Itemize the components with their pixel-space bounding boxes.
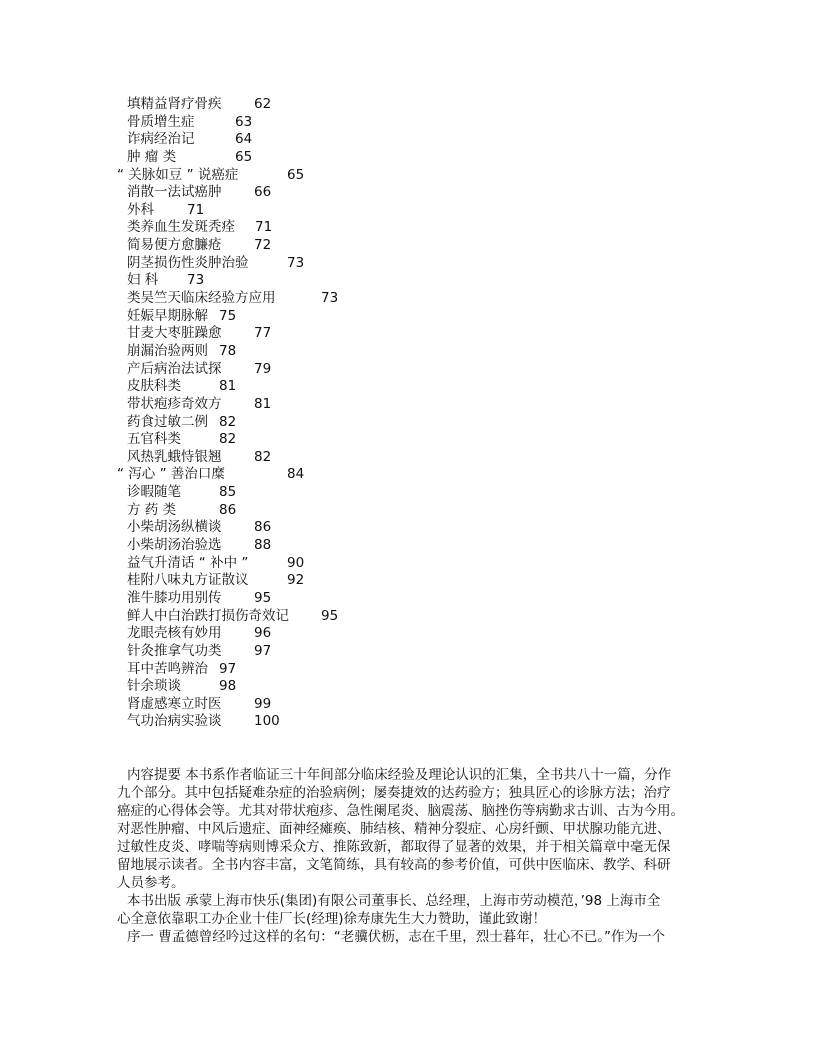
toc-entry bbox=[0, 484, 816, 502]
toc-entry-title: 鲜人中白治跌打损伤奇效记 bbox=[127, 607, 289, 624]
toc-entry-page: 73 bbox=[187, 272, 205, 289]
toc-entry-title: 小柴胡汤纵横谈 bbox=[127, 519, 222, 536]
toc-entry-page: 95 bbox=[254, 589, 272, 606]
paragraph bbox=[117, 766, 707, 892]
toc-entry-title: 诈病经治记 bbox=[127, 131, 195, 148]
toc-entry-title: 肾虚感寒立时医 bbox=[127, 695, 222, 712]
toc-entry bbox=[0, 678, 816, 696]
toc-entry bbox=[0, 131, 816, 149]
toc-entry-page: 99 bbox=[254, 695, 272, 712]
toc-entry bbox=[0, 661, 816, 679]
toc-entry-page: 97 bbox=[219, 660, 237, 677]
toc-entry-title: 小柴胡汤治验选 bbox=[127, 537, 222, 554]
toc-entry bbox=[0, 149, 816, 167]
toc-entry-page: 81 bbox=[254, 395, 272, 412]
toc-entry-title: 填精益肾疗骨疾 bbox=[127, 96, 222, 112]
toc-entry-title: 药食过敏二例 bbox=[127, 413, 208, 430]
toc-entry-page: 85 bbox=[219, 484, 237, 501]
paragraph-line: 九个部分。其中包括疑难杂症的治验病例；屡奏捷效的达药验方；独具匠心的诊脉方法；治疗 bbox=[117, 785, 671, 801]
paragraph-line: 人员参考。 bbox=[117, 875, 185, 891]
toc-entry bbox=[0, 184, 816, 202]
toc-entry bbox=[0, 414, 816, 432]
toc-entry-page: 62 bbox=[254, 96, 272, 112]
toc-entry-title: 皮肤科类 bbox=[127, 378, 181, 395]
toc-entry bbox=[0, 713, 816, 731]
paragraph-line: 癌症的心得体会等。尤其对带状疱疹、急性阑尾炎、脑震荡、脑挫伤等病勤求古训、古为今用。 bbox=[117, 803, 684, 819]
toc-entry-title: 桂附八味丸方证散议 bbox=[127, 572, 249, 589]
toc-entry bbox=[0, 378, 816, 396]
toc-entry-page: 75 bbox=[219, 307, 237, 324]
toc-entry-page: 97 bbox=[254, 642, 272, 659]
toc-entry bbox=[0, 396, 816, 414]
toc-entry-page: 88 bbox=[254, 537, 272, 554]
toc-entry-title: 带状疱疹奇效方 bbox=[127, 395, 222, 412]
toc-entry bbox=[0, 643, 816, 661]
toc-entry-page: 71 bbox=[187, 201, 205, 218]
paragraph-line: 序一 曹孟德曾经吟过这样的名句：“老骥伏枥，志在千里，烈士暮年，壮心不已。”作为一个 bbox=[127, 929, 666, 945]
toc-entry-title: “ 泻心 ” 善治口糜 bbox=[117, 466, 225, 483]
toc-entry bbox=[0, 466, 816, 484]
toc-entry-page: 72 bbox=[254, 237, 272, 254]
toc-entry bbox=[0, 431, 816, 449]
toc-entry-page: 84 bbox=[287, 466, 305, 483]
toc-entry-page: 86 bbox=[219, 501, 237, 518]
toc-entry bbox=[0, 343, 816, 361]
toc-entry-title: 耳中苦鸣辨治 bbox=[127, 660, 208, 677]
toc-entry bbox=[0, 590, 816, 608]
toc-entry-page: 63 bbox=[235, 113, 253, 130]
toc-entry-page: 98 bbox=[219, 678, 237, 695]
toc-entry-title: 阴茎损伤性炎肿治验 bbox=[127, 254, 249, 271]
toc-entry-page: 79 bbox=[254, 360, 272, 377]
toc-entry-page: 71 bbox=[255, 219, 273, 236]
toc-entry-page: 65 bbox=[287, 166, 305, 183]
toc-entry-title: 消散一法试癌肿 bbox=[127, 184, 222, 201]
toc-entry-page: 95 bbox=[321, 607, 339, 624]
toc-entry bbox=[0, 555, 816, 573]
toc-entry-title: 类吴竺天临床经验方应用 bbox=[127, 290, 276, 307]
toc-entry-title: 甘麦大枣脏躁愈 bbox=[127, 325, 222, 342]
toc-entry bbox=[0, 167, 816, 185]
toc-entry-page: 82 bbox=[219, 431, 237, 448]
toc-entry bbox=[0, 537, 816, 555]
toc-entry bbox=[0, 502, 816, 520]
toc-entry-title: 外科 bbox=[127, 201, 154, 218]
toc-entry-page: 90 bbox=[287, 554, 305, 571]
toc-entry-title: 简易便方愈臁疮 bbox=[127, 237, 222, 254]
body-text bbox=[117, 766, 707, 946]
toc-entry-page: 96 bbox=[254, 625, 272, 642]
paragraph-line: 内容提要 本书系作者临证三十年间部分临床经验及理论认识的汇集，全书共八十一篇，分作 bbox=[127, 767, 672, 783]
toc-entry-page: 65 bbox=[235, 148, 253, 165]
toc-entry bbox=[0, 272, 816, 290]
paragraph-line: 留地展示读者。全书内容丰富，文笔简练，具有较高的参考价值，可供中医临床、教学、科研 bbox=[117, 857, 671, 873]
toc-entry bbox=[0, 308, 816, 326]
toc-entry-page: 86 bbox=[254, 519, 272, 536]
toc-entry-page: 100 bbox=[254, 713, 280, 730]
toc-entry-title: 针灸推拿气功类 bbox=[127, 642, 222, 659]
paragraph-line: 心全意依靠职工办企业十佳厂长(经理)徐寿康先生大力赞助，谨此致谢！ bbox=[117, 911, 547, 927]
toc-entry-title: 类养血生发斑秃痊 bbox=[127, 219, 235, 236]
toc-entry bbox=[0, 114, 816, 132]
toc-entry bbox=[0, 325, 816, 343]
paragraph bbox=[117, 892, 707, 928]
toc-entry-title: 针余琐谈 bbox=[127, 678, 181, 695]
toc-entry-page: 77 bbox=[254, 325, 272, 342]
toc-entry-title: 风热乳蛾恃银翘 bbox=[127, 448, 222, 465]
toc-entry-title: 骨质增生症 bbox=[127, 113, 195, 130]
toc-entry-title: “ 关脉如豆 ” 说癌症 bbox=[117, 166, 239, 183]
toc-entry-title: 淮牛膝功用别传 bbox=[127, 589, 222, 606]
table-of-contents bbox=[0, 96, 816, 731]
toc-entry-page: 82 bbox=[254, 448, 272, 465]
toc-entry-title: 方 药 类 bbox=[127, 501, 177, 518]
toc-entry bbox=[0, 608, 816, 626]
toc-entry-page: 92 bbox=[287, 572, 305, 589]
toc-entry-title: 气功治病实验谈 bbox=[127, 713, 222, 730]
toc-entry-title: 崩漏治验两则 bbox=[127, 342, 208, 359]
toc-entry-page: 82 bbox=[219, 413, 237, 430]
toc-entry-page: 64 bbox=[235, 131, 253, 148]
toc-entry bbox=[0, 290, 816, 308]
toc-entry-page: 73 bbox=[321, 290, 339, 307]
toc-entry-title: 龙眼壳核有妙用 bbox=[127, 625, 222, 642]
toc-entry bbox=[0, 625, 816, 643]
toc-entry-page: 78 bbox=[219, 342, 237, 359]
toc-entry-title: 妇 科 bbox=[127, 272, 159, 289]
toc-entry-title: 产后病治法试探 bbox=[127, 360, 222, 377]
toc-entry-title: 五官科类 bbox=[127, 431, 181, 448]
toc-entry-title: 诊暇随笔 bbox=[127, 484, 181, 501]
toc-entry-title: 肿 瘤 类 bbox=[127, 148, 177, 165]
toc-entry-page: 66 bbox=[254, 184, 272, 201]
paragraph-line: 对恶性肿瘤、中风后遗症、面神经瘫痪、肺结核、精神分裂症、心房纤颤、甲状腺功能亢进、 bbox=[117, 821, 671, 837]
toc-entry bbox=[0, 519, 816, 537]
toc-entry bbox=[0, 96, 816, 114]
toc-entry bbox=[0, 202, 816, 220]
toc-entry-page: 81 bbox=[219, 378, 237, 395]
toc-entry bbox=[0, 572, 816, 590]
toc-entry bbox=[0, 237, 816, 255]
paragraph bbox=[117, 928, 707, 946]
toc-entry-title: 益气升清话 “ 补中 ” bbox=[127, 554, 249, 571]
paragraph-line: 过敏性皮炎、哮喘等病则博采众方、推陈致新，都取得了显著的效果，并于相关篇章中毫无保 bbox=[117, 839, 671, 855]
toc-entry bbox=[0, 219, 816, 237]
toc-entry-page: 73 bbox=[287, 254, 305, 271]
toc-entry bbox=[0, 449, 816, 467]
toc-entry-title: 妊娠早期脉解 bbox=[127, 307, 208, 324]
toc-entry bbox=[0, 361, 816, 379]
toc-entry bbox=[0, 255, 816, 273]
paragraph-line: 本书出版 承蒙上海市快乐(集团)有限公司董事长、总经理，上海市劳动模范，’98 上海市全 bbox=[127, 893, 661, 909]
toc-entry bbox=[0, 696, 816, 714]
